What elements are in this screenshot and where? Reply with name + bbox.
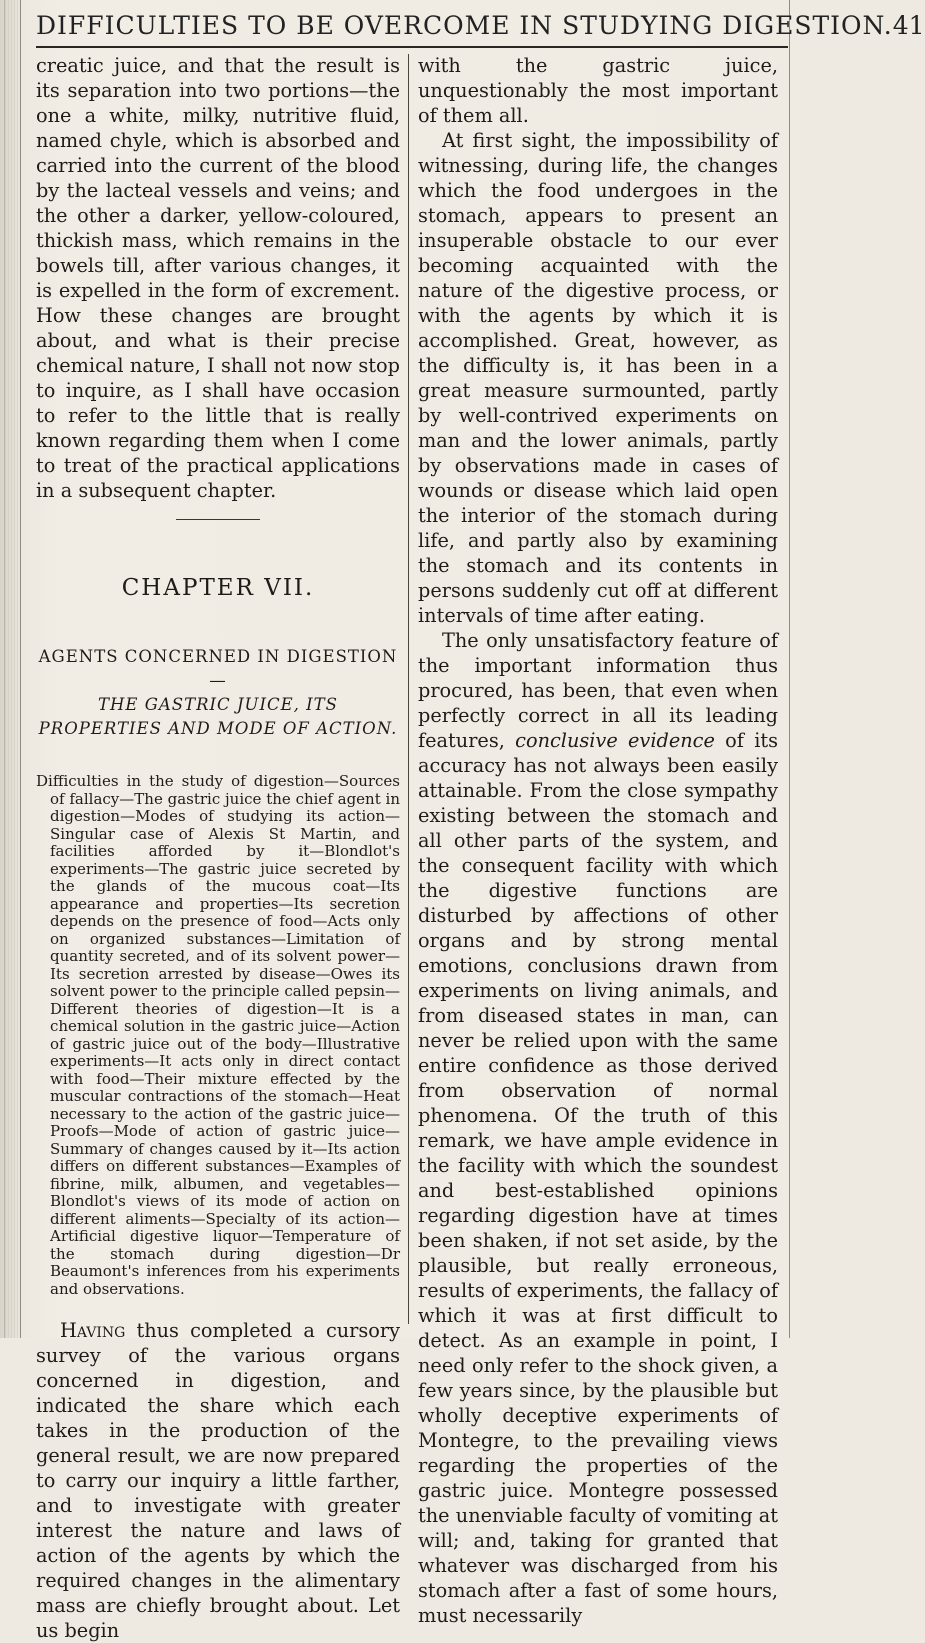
right-column — [418, 53, 778, 1628]
paragraph-3 — [418, 628, 778, 1628]
chapter-subheading — [36, 645, 400, 741]
opening-paragraph: creatic juice, and that the result is its separation into two portions—the one a white, milky, nutritive fluid, named chyle, which is absorbed and carried into the current of the blood by the lacteal vessels and veins; and the other a darker, yellow-coloured, thickish mass, which remains in the bowels till, after various changes, it is expelled in the form of excrement. How these changes are brought about, and what is their precise chemical nature, I shall not now stop to inquire, as I shall have occasion to refer to the little that is really known regarding them when I come to treat of the practical applications in a subsequent chapter. — [36, 54, 400, 502]
paragraph-3-emphasis: conclusive evidence — [515, 729, 715, 752]
paragraph-1: with the gastric juice, unquestionably the most important of them all. — [418, 54, 778, 127]
chapter-synopsis: Difficulties in the study of digestion—Sources of fallacy—The gastric juice the chief agent in digestion—Modes of studying its action—Singular case of Alexis St Martin, and facilities afforded by it—Blondlot's experiments—The gastric juice secreted by the glands of the mucous coat—Its appearance and properties—Its secretion depends on the presence of food—Acts only on organized substances—Limitation of quantity secreted, and of its solvent power—Its secretion arrested by disease—Owes its solvent power to the principle called pepsin—Different theories of digestion—It is a chemical solution in the gastric juice—Action of gastric juice out of the body—Illustrative experiments—It acts only in direct contact with food—Their mixture effected by the muscular contractions of the stomach—Heat necessary to the action of the gastric juice—Proofs—Mode of action of gastric juice—Summary of changes caused by it—Its action differs on different substances—Examples of fibrine, milk, albumen, and vegetables—Blondlot's views of its mode of action on different aliments—Specialty of its action—Artificial digestive liquor—Temperature of the stomach during digestion—Dr Beaumont's inferences from his experiments and observations. — [36, 772, 400, 1298]
binding-edge — [4, 0, 19, 1338]
left-column — [36, 53, 400, 1643]
running-title: DIFFICULTIES TO BE OVERCOME IN STUDYING DIGESTION. — [36, 10, 893, 40]
chapter-body-text: thus completed a cursory survey of the various organs concerned in digestion, and indicated the share which each takes in the production of the general result, we are now prepared to carry our inquiry a little farther, and to investigate with greater interest the nature and laws of action of the agents by which the required changes in the alimentary mass are chiefly brought about. Let us begin — [36, 1319, 400, 1642]
page-number: 41 — [892, 10, 925, 40]
running-header — [36, 4, 925, 48]
chapter-body-paragraph — [36, 1318, 400, 1643]
chapter-heading: CHAPTER VII. — [121, 575, 315, 601]
paragraph-3-start: The only unsatisfactory feature of the important information thus procured, has been, that even when perfectly correct in all its leading features, — [418, 629, 778, 752]
drop-word: Having — [60, 1319, 126, 1342]
paragraph-2: At first sight, the impossibility of witnessing, during life, the changes which the food undergoes in the stomach, appears to present an insuperable obstacle to our ever becoming acquainted with the nature of the digestive process, or with the agents by which it is accomplished. Great, however, as the difficulty is, it has been in a great measure surmounted, partly by well-contrived experiments on man and the lower animals, partly by observations made in cases of wounds or disease which laid open the interior of the stomach during life, and partly also by examining the stomach and its contents in persons suddenly cut off at different intervals of time after eating. — [418, 129, 778, 627]
section-separator — [176, 519, 260, 520]
chapter-subheading-line1: AGENTS CONCERNED IN DIGESTION— — [38, 647, 398, 690]
paragraph-3-end: of its accuracy has not always been easily attainable. From the close sympathy existing between the stomach and all other parts of the system, and the consequent facility with which the digestive functions are disturbed by affections of other organs and by strong mental emotions, conclusions drawn from experiments on living animals, and from diseased states in man, can never be relied upon with the same entire confidence as those derived from observation of normal phenomena. Of the truth of this remark, we have ample evidence in the facility with which the soundest and best-established opinions regarding digestion have at times been shaken, if not set aside, by the plausible, but really erroneous, results of experiments, the fallacy of which it was at first difficult to detect. As an example in point, I need only refer to the shock given, a few years since, by the plausible but wholly deceptive experiments of Montegre, to the prevailing views regarding the properties of the gastric juice. Montegre possessed the unenviable faculty of vomiting at will; and, taking for granted that whatever was discharged from his stomach after a fast of some hours, must necessarily — [418, 729, 778, 1627]
page-frame-right — [789, 0, 790, 1338]
chapter-subheading-line2: THE GASTRIC JUICE, ITS PROPERTIES AND MODE OF ACTION. — [38, 695, 398, 738]
column-divider — [408, 54, 409, 1324]
page-frame-left — [20, 0, 21, 1338]
